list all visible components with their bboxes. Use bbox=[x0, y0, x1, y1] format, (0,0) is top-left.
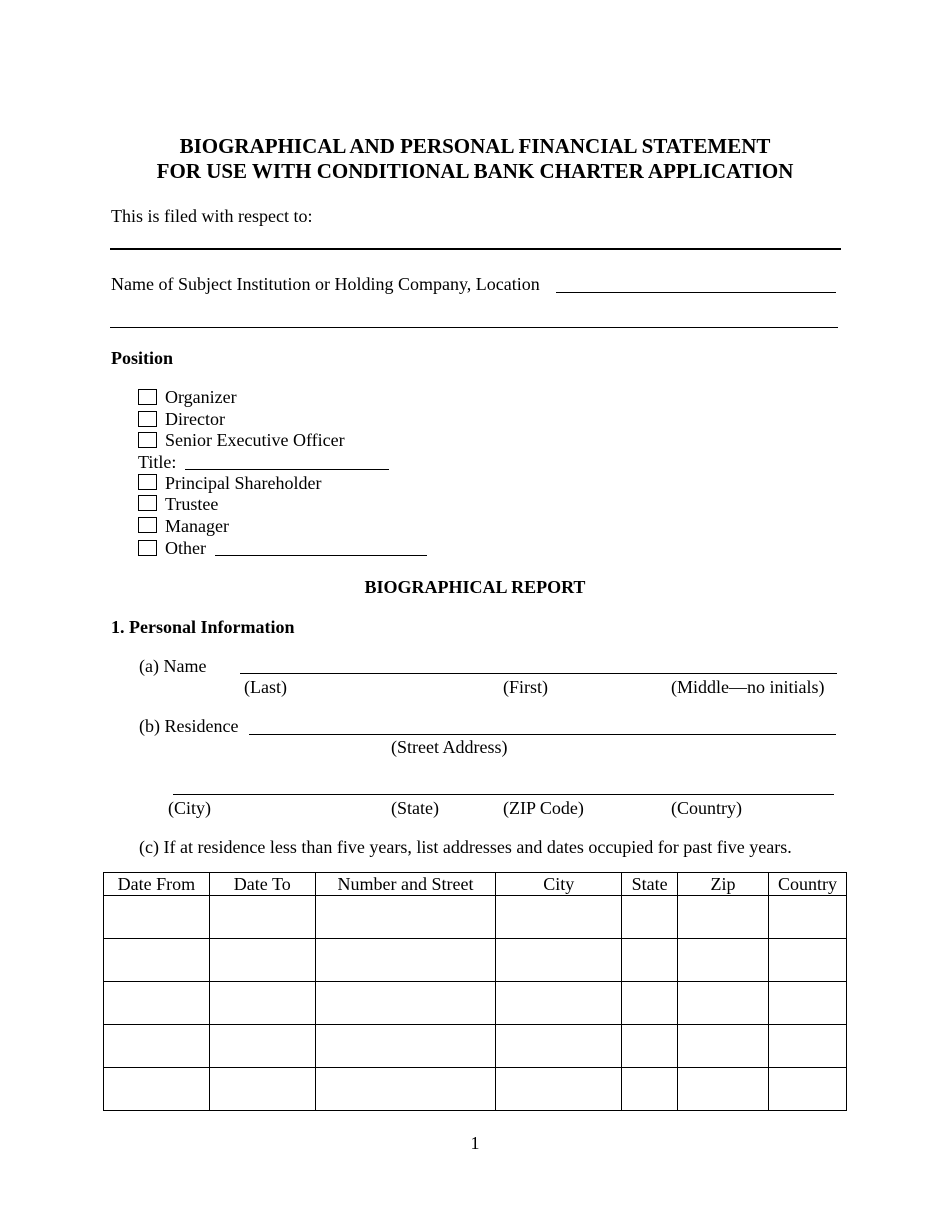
manager-checkbox[interactable] bbox=[138, 517, 157, 533]
document-title-line1: BIOGRAPHICAL AND PERSONAL FINANCIAL STATEMENT bbox=[179, 134, 771, 158]
name-field[interactable] bbox=[240, 673, 837, 674]
title-label: Title: bbox=[138, 452, 177, 472]
other-field[interactable] bbox=[215, 555, 427, 556]
filed-with-respect-line[interactable] bbox=[110, 248, 841, 250]
biographical-report-heading: BIOGRAPHICAL REPORT bbox=[364, 577, 586, 597]
column-header-country: Country bbox=[768, 873, 846, 896]
name-label: (a) Name bbox=[139, 656, 207, 676]
position-heading: Position bbox=[111, 348, 174, 368]
table-cell-number-and-street[interactable] bbox=[315, 1025, 496, 1068]
organizer-label: Organizer bbox=[165, 387, 237, 407]
residence-label: (b) Residence bbox=[139, 716, 239, 736]
table-cell-country[interactable] bbox=[768, 1068, 846, 1111]
table-cell-date-from[interactable] bbox=[104, 982, 210, 1025]
institution-field[interactable] bbox=[556, 292, 836, 293]
manager-label: Manager bbox=[165, 516, 229, 536]
city-caption: (City) bbox=[168, 798, 211, 818]
trustee-checkbox[interactable] bbox=[138, 495, 157, 511]
principal-shareholder-label: Principal Shareholder bbox=[165, 473, 322, 493]
senior-executive-officer-checkbox[interactable] bbox=[138, 432, 157, 448]
table-cell-number-and-street[interactable] bbox=[315, 896, 496, 939]
table-row bbox=[104, 982, 847, 1025]
table-row bbox=[104, 1025, 847, 1068]
filed-with-respect-label: This is filed with respect to: bbox=[111, 206, 313, 226]
column-header-zip: Zip bbox=[678, 873, 769, 896]
street-address-caption: (Street Address) bbox=[391, 737, 508, 757]
table-cell-zip[interactable] bbox=[678, 982, 769, 1025]
table-cell-date-to[interactable] bbox=[209, 982, 315, 1025]
table-cell-country[interactable] bbox=[768, 982, 846, 1025]
table-cell-number-and-street[interactable] bbox=[315, 939, 496, 982]
table-cell-city[interactable] bbox=[496, 896, 622, 939]
column-header-date-from: Date From bbox=[104, 873, 210, 896]
country-caption: (Country) bbox=[671, 798, 742, 818]
prior-residence-instruction: (c) If at residence less than five years, list addresses and dates occupied for past five years. bbox=[139, 837, 792, 857]
table-cell-date-from[interactable] bbox=[104, 939, 210, 982]
director-checkbox[interactable] bbox=[138, 411, 157, 427]
institution-label: Name of Subject Institution or Holding Company, Location bbox=[111, 274, 540, 294]
principal-shareholder-checkbox[interactable] bbox=[138, 474, 157, 490]
table-cell-date-to[interactable] bbox=[209, 939, 315, 982]
table-cell-date-to[interactable] bbox=[209, 896, 315, 939]
other-label: Other bbox=[165, 538, 206, 558]
table-cell-city[interactable] bbox=[496, 1068, 622, 1111]
residence-history-table bbox=[103, 872, 847, 1111]
column-header-date-to: Date To bbox=[209, 873, 315, 896]
organizer-checkbox[interactable] bbox=[138, 389, 157, 405]
table-cell-state[interactable] bbox=[622, 896, 678, 939]
table-row bbox=[104, 896, 847, 939]
table-cell-date-to[interactable] bbox=[209, 1025, 315, 1068]
table-cell-number-and-street[interactable] bbox=[315, 1068, 496, 1111]
other-checkbox[interactable] bbox=[138, 540, 157, 556]
table-cell-number-and-street[interactable] bbox=[315, 982, 496, 1025]
table-cell-date-from[interactable] bbox=[104, 1025, 210, 1068]
table-cell-zip[interactable] bbox=[678, 896, 769, 939]
page-number: 1 bbox=[470, 1133, 480, 1153]
table-cell-state[interactable] bbox=[622, 1025, 678, 1068]
table-cell-country[interactable] bbox=[768, 1025, 846, 1068]
table-cell-zip[interactable] bbox=[678, 939, 769, 982]
title-field[interactable] bbox=[185, 469, 389, 470]
name-caption-first: (First) bbox=[503, 677, 548, 697]
table-cell-zip[interactable] bbox=[678, 1025, 769, 1068]
table-row bbox=[104, 939, 847, 982]
table-cell-state[interactable] bbox=[622, 982, 678, 1025]
table-cell-country[interactable] bbox=[768, 896, 846, 939]
table-row bbox=[104, 1068, 847, 1111]
table-cell-state[interactable] bbox=[622, 1068, 678, 1111]
table-cell-city[interactable] bbox=[496, 982, 622, 1025]
table-cell-date-to[interactable] bbox=[209, 1068, 315, 1111]
name-caption-last: (Last) bbox=[244, 677, 287, 697]
table-cell-date-from[interactable] bbox=[104, 1068, 210, 1111]
table-cell-country[interactable] bbox=[768, 939, 846, 982]
table-cell-zip[interactable] bbox=[678, 1068, 769, 1111]
table-cell-city[interactable] bbox=[496, 1025, 622, 1068]
table-cell-state[interactable] bbox=[622, 939, 678, 982]
column-header-state: State bbox=[622, 873, 678, 896]
table-header-row bbox=[104, 873, 847, 896]
column-header-number-and-street: Number and Street bbox=[315, 873, 496, 896]
table-cell-date-from[interactable] bbox=[104, 896, 210, 939]
name-caption-middle: (Middle—no initials) bbox=[671, 677, 825, 697]
column-header-city: City bbox=[496, 873, 622, 896]
director-label: Director bbox=[165, 409, 225, 429]
state-caption: (State) bbox=[391, 798, 439, 818]
trustee-label: Trustee bbox=[165, 494, 219, 514]
table-cell-city[interactable] bbox=[496, 939, 622, 982]
street-address-field[interactable] bbox=[249, 734, 836, 735]
senior-executive-officer-label: Senior Executive Officer bbox=[165, 430, 345, 450]
zip-code-caption: (ZIP Code) bbox=[503, 798, 584, 818]
personal-information-heading: 1. Personal Information bbox=[111, 617, 295, 637]
document-title-line2: FOR USE WITH CONDITIONAL BANK CHARTER APPLICATION bbox=[156, 159, 794, 183]
city-state-zip-field[interactable] bbox=[173, 794, 834, 795]
institution-field-line2[interactable] bbox=[110, 327, 838, 328]
